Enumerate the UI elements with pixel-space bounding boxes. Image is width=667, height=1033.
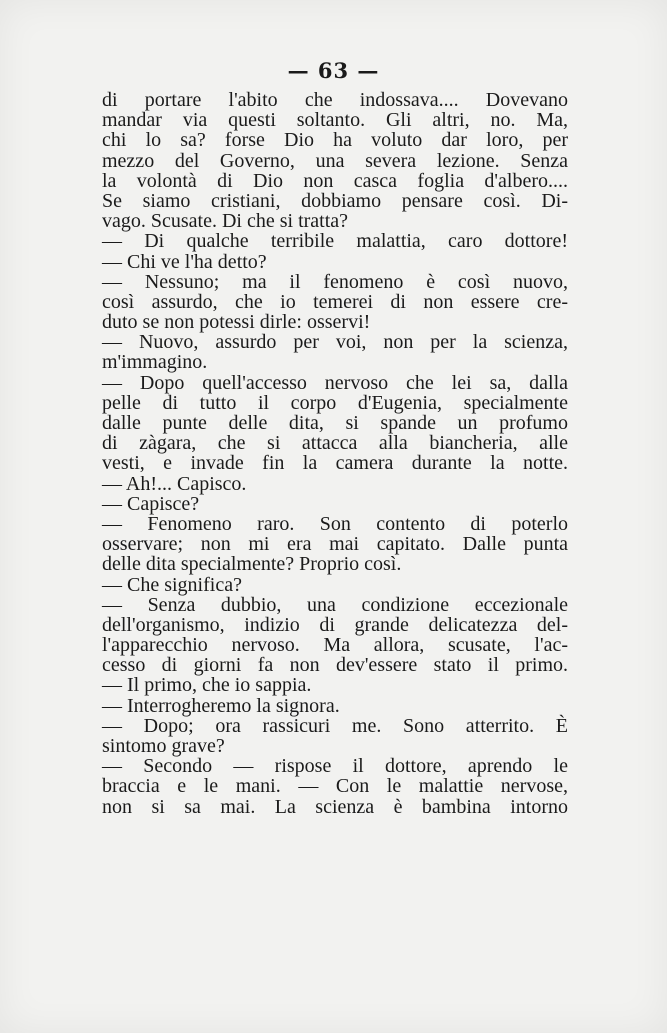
- text-line: vesti, e invade fin la camera durante la notte.: [102, 452, 568, 475]
- text-line: la volontà di Dio non casca foglia d'albero....: [102, 169, 568, 192]
- text-line: pelle di tutto il corpo d'Eugenia, specialmente: [102, 391, 568, 414]
- text-line: braccia e le mani. — Con le malattie nervose,: [102, 775, 568, 798]
- text-line: non si sa mai. La scienza è bambina intorno: [102, 795, 568, 818]
- text-line: — Senza dubbio, una condizione eccezionale: [102, 593, 568, 616]
- body-text: [102, 90, 568, 817]
- text-line: — Fenomeno raro. Son contento di poterlo: [102, 512, 568, 535]
- text-line: cesso di giorni fa non dev'essere stato il primo.: [102, 654, 568, 677]
- text-line: — Di qualche terribile malattia, caro dottore!: [102, 230, 568, 253]
- text-line: — Nuovo, assurdo per voi, non per la scienza,: [102, 331, 568, 354]
- text-line: — Nessuno; ma il fenomeno è così nuovo,: [102, 270, 568, 293]
- text-line: — Dopo quell'accesso nervoso che lei sa, dalla: [102, 371, 568, 394]
- text-line: chi lo sa? forse Dio ha voluto dar loro, per: [102, 129, 568, 152]
- text-line: di portare l'abito che indossava.... Dovevano: [102, 89, 568, 111]
- text-line: duto se non potessi dirle: osservi!: [102, 311, 371, 334]
- text-line: — Il primo, che io sappia.: [102, 674, 312, 697]
- text-line: — Dopo; ora rassicuri me. Sono atterrito. È: [102, 714, 568, 737]
- text-line: — Interrogheremo la signora.: [102, 694, 340, 717]
- text-line: — Capisce?: [102, 492, 200, 515]
- text-line: così assurdo, che io temerei di non essere cre-: [102, 290, 568, 313]
- text-line: dalle punte delle dita, si spande un profumo: [102, 412, 568, 434]
- text-line: mandar via questi soltanto. Gli altri, no. Ma,: [102, 109, 568, 132]
- text-line: — Chi ve l'ha detto?: [102, 250, 267, 273]
- text-line: — Ah!... Capisco.: [102, 472, 247, 495]
- text-line: — Secondo — rispose il dottore, aprendo le: [102, 755, 568, 778]
- text-line: osservare; non mi era mai capitato. Dalle punta: [102, 533, 568, 556]
- text-line: sintomo grave?: [102, 735, 225, 757]
- text-line: l'apparecchio nervoso. Ma allora, scusate, l'ac-: [102, 634, 568, 657]
- text-line: vago. Scusate. Di che si tratta?: [102, 210, 349, 233]
- text-line: mezzo del Governo, una severa lezione. Senza: [102, 149, 568, 172]
- text-line: Se siamo cristiani, dobbiamo pensare così. Di-: [102, 189, 568, 212]
- text-line: dell'organismo, indizio di grande delicatezza del-: [102, 613, 568, 636]
- page-number: — 63 —: [287, 58, 380, 83]
- text-line: di zàgara, che si attacca alla biancheria, alle: [102, 432, 568, 455]
- text-line: m'immagino.: [102, 351, 208, 374]
- text-line: delle dita specialmente? Proprio così.: [102, 553, 402, 576]
- text-line: — Che significa?: [102, 573, 242, 596]
